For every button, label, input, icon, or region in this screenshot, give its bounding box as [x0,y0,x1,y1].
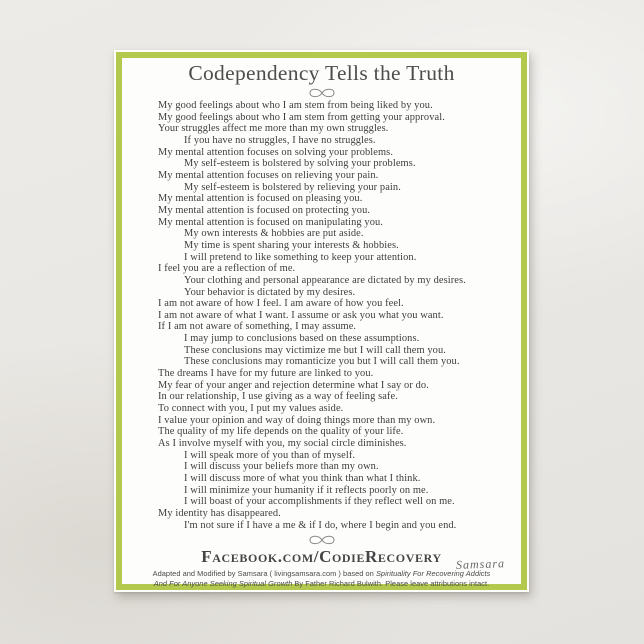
statement-line: I may jump to conclusions based on these assumptions. [184,333,420,345]
attribution-line: And For Anyone Seeking Spiritual Growth By Father Richard Bulwith. Please leave attributions intact. [153,578,490,588]
statement-line: I feel you are a reflection of me. [158,263,296,275]
statement-line: I will speak more of you than of myself. [184,449,356,461]
statement-line: To connect with you, I put my values aside. [158,403,344,415]
statement-list [158,100,519,531]
statement-line: As I involve myself with you, my social circle diminishes. [158,438,407,450]
attribution-line: Adapted and Modified by Samsara ( livingsamsara.com ) based on Spirituality For Recovering Addicts [152,569,491,579]
statement-line: If I am not aware of something, I may assume. [158,321,357,333]
postcard-content [124,58,519,588]
statement-line: My good feelings about who I am stem from getting your approval. [158,111,445,123]
statement-line: My good feelings about who I am stem from being liked by you. [158,100,433,111]
statement-line: I will minimize your humanity if it reflects poorly on me. [184,484,429,496]
statement-line: My identity has disappeared. [158,507,281,519]
facebook-url: Facebook.com/CodieRecovery [201,547,442,567]
infinity-flourish-icon [305,534,339,546]
statement-line: I'm not sure if I have a me & if I do, where I begin and you end. [184,519,457,531]
statement-line: Your struggles affect me more than my own struggles. [158,123,389,135]
statement-line: I will pretend to like something to keep your attention. [184,251,417,263]
statement-line: My self-esteem is bolstered by relieving your pain. [184,181,401,193]
statement-line: Your behavior is dictated by my desires. [184,286,356,298]
statement-line: Your clothing and personal appearance are dictated by my desires. [184,274,466,286]
statement-line: If you have no struggles, I have no struggles. [184,134,376,146]
statement-line: I will discuss more of what you think than what I think. [184,473,421,484]
statement-line: My mental attention is focused on pleasing you. [158,193,363,205]
postcard [114,50,529,592]
statement-line: My self-esteem is bolstered by solving your problems. [184,158,416,170]
page-title: Codependency Tells the Truth [188,61,455,85]
statement-line: My time is spent sharing your interests & hobbies. [184,239,399,251]
statement-line: In our relationship, I use giving as a way of feeling safe. [158,391,398,403]
statement-line: My mental attention focuses on solving your problems. [158,146,394,158]
samsara-signature: Samsara [455,556,506,572]
statement-line: My fear of your anger and rejection determine what I say or do. [158,379,429,391]
statement-line: I am not aware of how I feel. I am aware of how you feel. [158,298,404,310]
statement-line: These conclusions may romanticize you but I will call them you. [184,356,460,368]
statement-line: These conclusions may victimize me but I will call them you. [184,344,446,356]
infinity-flourish-icon [305,87,339,99]
statement-line: My own interests & hobbies are put aside. [184,228,364,240]
statement-line: The dreams I have for my future are linked to you. [158,368,374,380]
statement-line: I am not aware of what I want. I assume or ask you what you want. [158,309,444,321]
statement-line: I will boast of your accomplishments if they reflect well on me. [184,496,455,508]
statement-line: I value your opinion and way of doing things more than my own. [158,414,436,426]
statement-line: My mental attention is focused on protecting you. [158,204,371,216]
statement-line: My mental attention focuses on relieving your pain. [158,169,379,181]
statement-line: I will discuss your beliefs more than my own. [184,461,379,473]
statement-line: My mental attention is focused on manipulating you. [158,216,383,228]
statement-line: The quality of my life depends on the quality of your life. [158,426,404,438]
